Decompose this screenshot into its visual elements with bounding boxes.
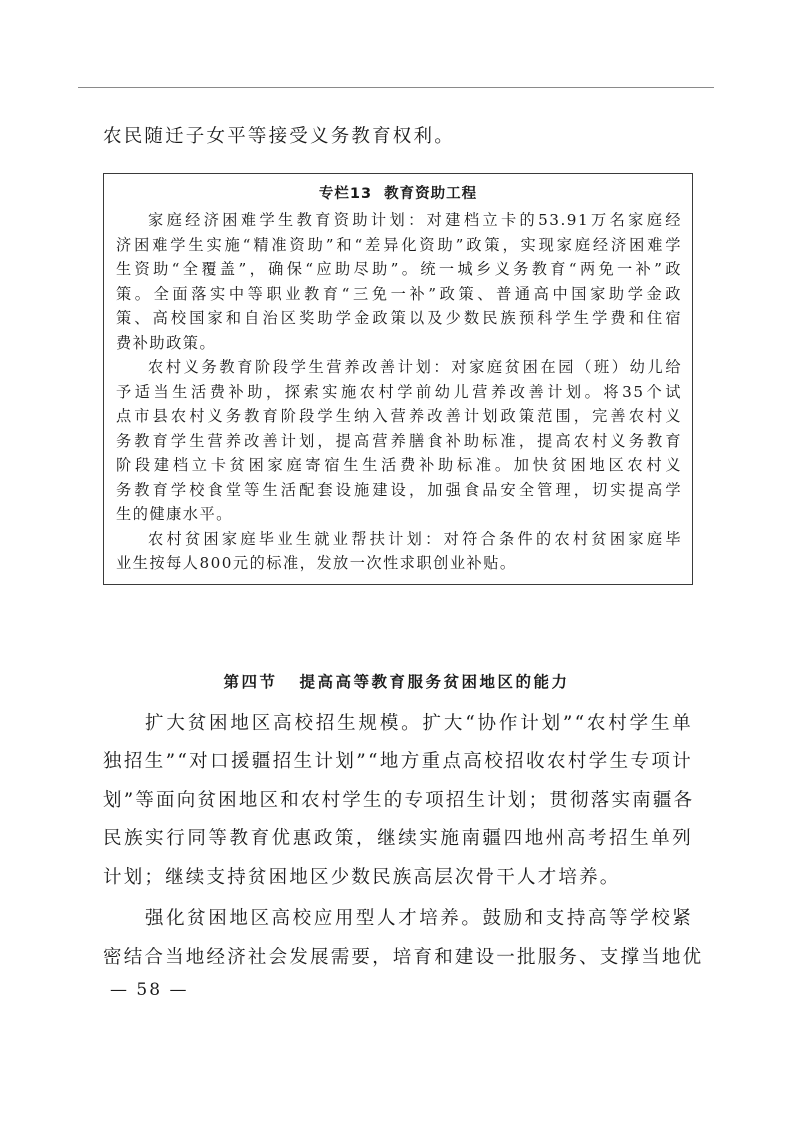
- body-line: 强化贫困地区高校应用型人才培养。鼓励和支持高等学校紧: [145, 908, 693, 929]
- box-line: 济困难学生实施“精准资助”和“差异化资助”政策，实现家庭经济困难学: [116, 235, 682, 254]
- body-line: 独招生”“对口援疆招生计划”“地方重点高校招收农村学生专项计: [103, 751, 693, 772]
- box-line: 生的健康水平。: [116, 505, 233, 523]
- box-line: 农村贫困家庭毕业生就业帮扶计划：对符合条件的农村贫困家庭毕: [148, 529, 682, 548]
- body-line: 民族实行同等教育优惠政策，继续实施南疆四地州高考招生单列: [103, 828, 693, 849]
- box-line: 务教育学生营养改善计划，提高营养膳食补助标准，提高农村义务教育: [116, 431, 682, 450]
- box-line: 务教育学校食堂等生活配套设施建设，加强食品安全管理，切实提高学: [116, 480, 682, 499]
- box-line: 业生按每人800元的标准，发放一次性求职创业补贴。: [116, 554, 517, 572]
- box-line: 策、高校国家和自治区奖助学金政策以及少数民族预科学生学费和住宿: [116, 309, 682, 327]
- box-line: 阶段建档立卡贫困家庭寄宿生生活费补助标准。加快贫困地区农村义: [116, 456, 682, 474]
- box-line: 点市县农村义务教育阶段学生纳入营养改善计划政策范围，完善农村义: [116, 407, 682, 425]
- feature-box: [103, 173, 693, 585]
- lead-paragraph-tail: 农民随迁子女平等接受义务教育权利。: [103, 126, 455, 147]
- box-title: [104, 184, 692, 204]
- section-number: 第四节: [223, 672, 278, 691]
- box-line: 策。全面落实中等职业教育“三免一补”政策、普通高中国家助学金政: [116, 284, 682, 303]
- body-line: 密结合当地经济社会发展需要，培育和建设一批服务、支撑当地优: [103, 947, 704, 968]
- body-line: 划”等面向贫困地区和农村学生的专项招生计划；贯彻落实南疆各: [103, 790, 695, 811]
- box-line: 予适当生活费补助，探索实施农村学前幼儿营养改善计划。将35个试: [116, 382, 682, 401]
- box-line: 家庭经济困难学生教育资助计划：对建档立卡的53.91万名家庭经: [148, 211, 682, 229]
- box-title-number: 专栏13: [318, 186, 373, 202]
- page-number: — 58 —: [110, 980, 189, 1000]
- box-title-text: 教育资助工程: [384, 186, 478, 202]
- header-rule: [78, 87, 714, 88]
- box-line: 农村义务教育阶段学生营养改善计划：对家庭贫困在园（班）幼儿给: [148, 358, 682, 376]
- section-title-text: 提高高等教育服务贫困地区的能力: [299, 672, 570, 691]
- box-line: 生资助“全覆盖”，确保“应助尽助”。统一城乡义务教育“两免一补”政: [116, 260, 682, 278]
- section-heading: [0, 671, 793, 693]
- box-line: 费补助政策。: [116, 333, 217, 352]
- body-line: 计划；继续支持贫困地区少数民族高层次骨干人才培养。: [103, 867, 621, 888]
- body-line: 扩大贫困地区高校招生规模。扩大“协作计划”“农村学生单: [145, 713, 693, 734]
